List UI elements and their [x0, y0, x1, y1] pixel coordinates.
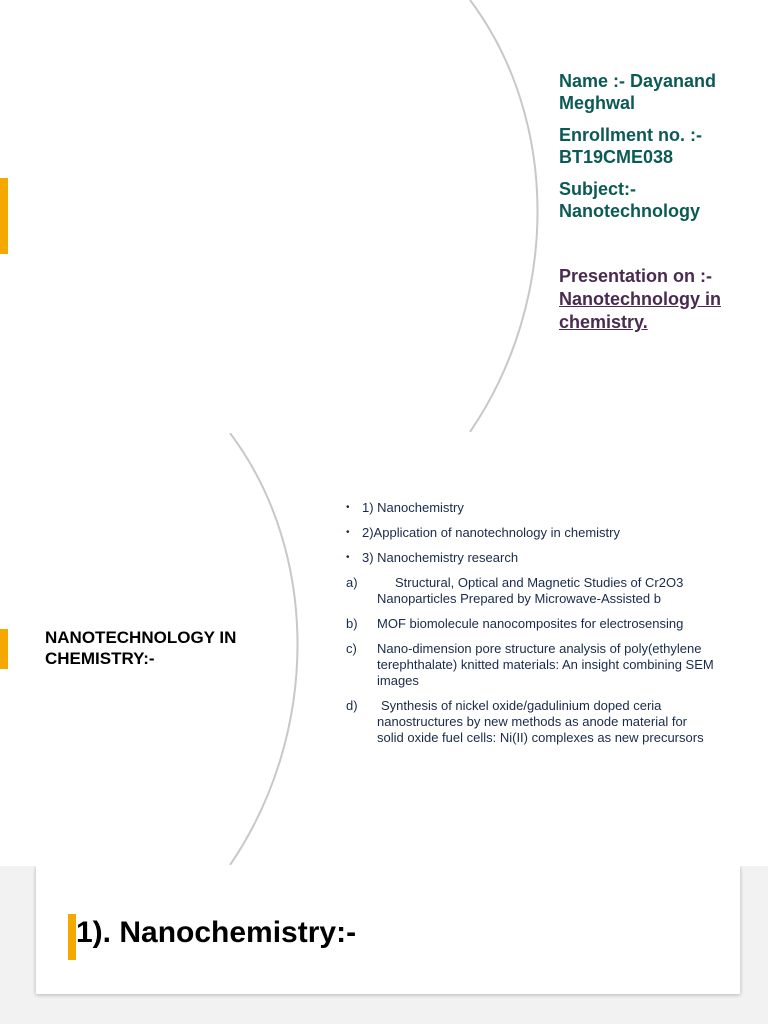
slide-title-info — [0, 0, 768, 432]
bullet-icon: • — [346, 502, 350, 513]
slide-heading: NANOTECHNOLOGY IN CHEMISTRY:- — [45, 628, 237, 668]
list-item — [346, 550, 716, 566]
bullet-icon: • — [346, 552, 350, 563]
list-marker: d) — [346, 698, 358, 713]
list-item — [346, 616, 716, 632]
accent-bar — [0, 178, 8, 254]
list-item-text: Synthesis of nickel oxide/gadulinium doped ceria nanostructures by new methods as anode material for solid oxide fuel cells: Ni(II) complexes as new precursors — [377, 698, 704, 745]
bullet-icon: • — [346, 527, 350, 538]
accent-bar — [68, 914, 76, 960]
subject: Subject:- Nanotechnology — [559, 179, 701, 221]
list-item-text: MOF biomolecule nanocomposites for electrosensing — [377, 616, 684, 631]
list-item — [346, 525, 716, 541]
student-name: Name :- Dayanand Meghwal — [559, 71, 717, 113]
list-item — [346, 698, 716, 746]
section-title: 1). Nanochemistry:- — [76, 916, 357, 949]
presentation-topic-link[interactable]: Nanotechnology in chemistry. — [559, 289, 721, 332]
list-item — [346, 500, 716, 516]
list-marker: c) — [346, 641, 357, 656]
list-marker: b) — [346, 616, 358, 631]
list-item-text: 3) Nanochemistry research — [362, 550, 519, 565]
accent-bar — [0, 629, 8, 669]
list-item — [346, 575, 716, 607]
list-item-text: Structural, Optical and Magnetic Studies of Cr2O3 Nanoparticles Prepared by Microwave-Assisted b — [377, 575, 684, 606]
contents-list — [346, 500, 716, 755]
list-item-text: Nano-dimension pore structure analysis of poly(ethylene terephthalate) knitted materials: An insight combining SEM images — [377, 641, 714, 688]
presentation-info — [559, 265, 759, 334]
list-item-text: 2)Application of nanotechnology in chemistry — [362, 525, 620, 540]
list-item-text: 1) Nanochemistry — [362, 500, 464, 515]
presentation-label: Presentation on :- — [559, 266, 713, 286]
enrollment-number: Enrollment no. :- BT19CME038 — [559, 125, 702, 167]
list-item — [346, 641, 716, 689]
list-marker: a) — [346, 575, 358, 590]
student-info — [559, 70, 759, 232]
